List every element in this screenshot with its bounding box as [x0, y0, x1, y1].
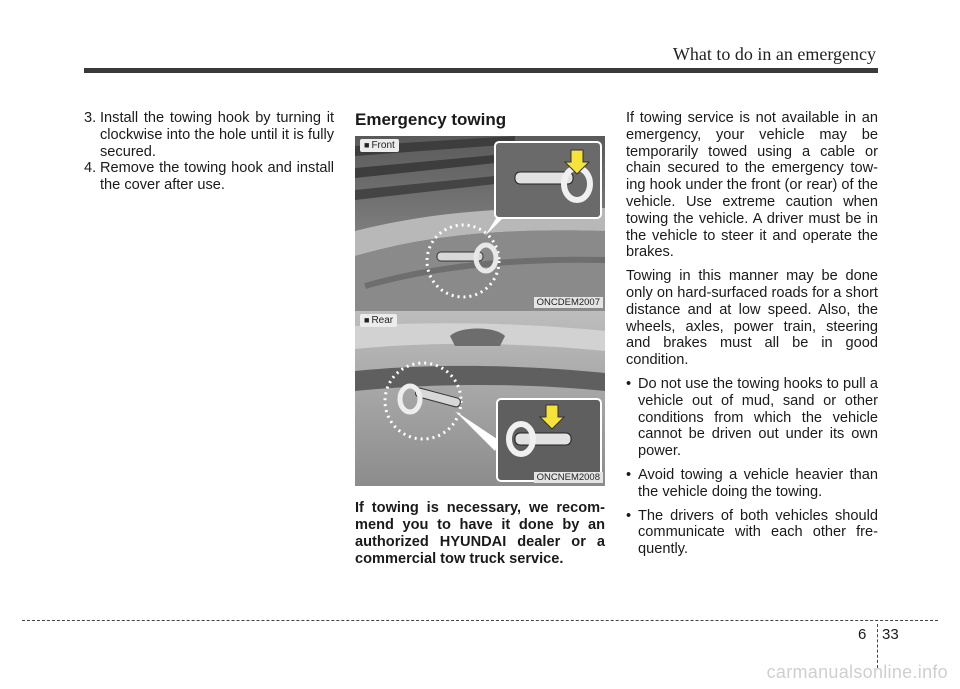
list-item	[626, 467, 878, 501]
square-bullet-icon: ■	[364, 140, 370, 150]
step-number: 3.	[84, 110, 97, 126]
page-number: 33	[882, 626, 899, 643]
step-number: 4.	[84, 160, 97, 177]
step-text: Install the towing hook by turning it clockwise into the hole until it is fully secured.	[100, 110, 334, 160]
figure-tag-front	[360, 139, 399, 152]
column-right	[626, 110, 878, 565]
paragraph: If towing service is not available in an emergency, your vehicle may be temporarily towed using a cable or chain secured to the emergency tow-ing hook under the front (or rear) of the vehicle. Use extreme caution when towing the vehicle. A driver must be in the vehicle to steer it and operate the brakes.	[626, 110, 878, 261]
column-left	[84, 110, 334, 194]
watermark: carmanualsonline.info	[766, 662, 948, 682]
section-title: What to do in an emergency	[672, 44, 876, 64]
column-middle	[355, 110, 605, 568]
list-item	[626, 508, 878, 558]
figure-code-front: ONCDEM2007	[534, 297, 603, 308]
bullet-icon: •	[626, 466, 632, 483]
bullet-text: The drivers of both vehicles should communicate with each other fre-quently.	[638, 507, 878, 558]
step-text: Remove the towing hook and install the cover after use.	[100, 160, 334, 194]
front-bumper-illustration	[355, 136, 605, 311]
paragraph: Towing in this manner may be done only on hard-surfaced roads for a short distance and at low speed. Also, the wheels, axles, power train, steering and brakes must all be in good condition.	[626, 268, 878, 369]
rear-bumper-illustration	[355, 311, 605, 486]
step-4	[84, 160, 334, 194]
figure-tag-label: Rear	[371, 315, 394, 326]
figure-rear	[355, 311, 605, 486]
figure-code-rear: ONCNEM2008	[534, 472, 603, 483]
figure-front	[355, 136, 605, 311]
section-heading: Emergency towing	[355, 110, 507, 129]
step-3	[84, 110, 334, 160]
square-bullet-icon: ■	[364, 315, 370, 325]
figure-tag-rear	[360, 314, 397, 327]
header-rule	[84, 68, 878, 73]
footer-rule	[22, 620, 938, 621]
towing-note: If towing is necessary, we recom-mend you to have it done by an authorized HYUNDAI dealer or a commercial tow truck service.	[355, 500, 605, 567]
bullet-icon: •	[626, 375, 632, 392]
figure-tag-label: Front	[371, 140, 395, 151]
chapter-number: 6	[858, 626, 867, 643]
list-item	[626, 376, 878, 460]
bullet-icon: •	[626, 507, 632, 524]
bullet-text: Avoid towing a vehicle heavier than the vehicle doing the towing.	[638, 466, 878, 500]
bullet-text: Do not use the towing hooks to pull a vehicle out of mud, sand or other conditions from which the vehicle cannot be driven out under its own power.	[638, 375, 878, 460]
